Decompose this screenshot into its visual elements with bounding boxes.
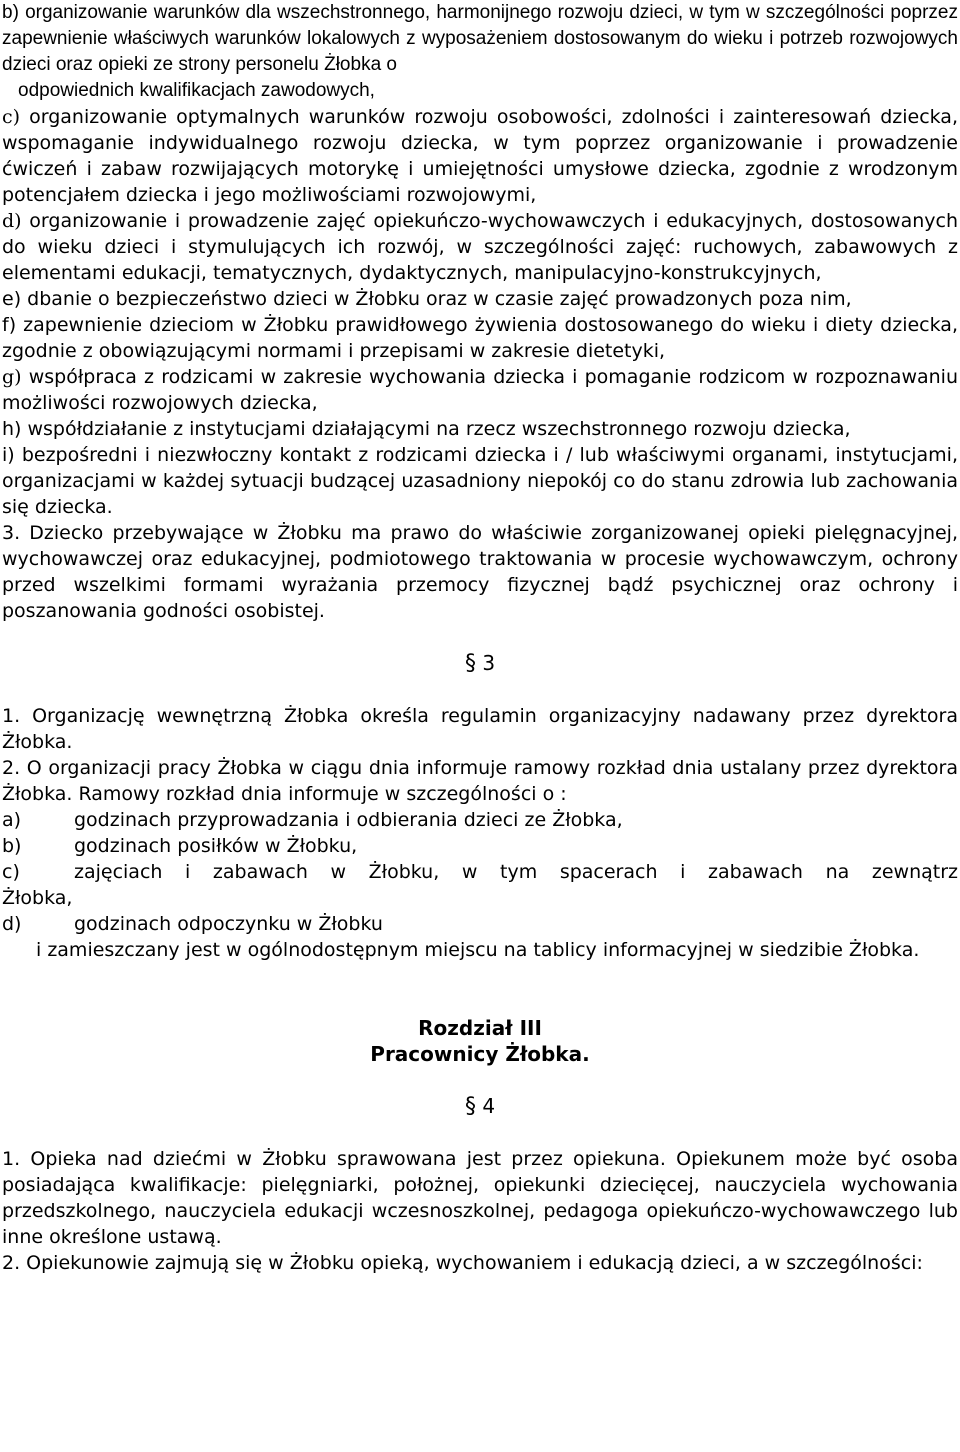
schedule-closing: i zamieszczany jest w ogólnodostępnym miejscu na tablicy informacyjnej w siedzibie Żłobka. (36, 939, 920, 961)
chapter-title: Rozdział III (418, 1016, 542, 1040)
section-number: 4 (482, 1094, 496, 1118)
item-d-text: organizowanie i prowadzenie zajęć opiekuńczo-wychowawczych i edukacyjnych, dostosowanych do wieku dzieci i stymulujących ich rozwój, w szczególności zajęć: ruchowych, zabawowych z elementami edukacji, tematycznych, dydaktycznych, manipulacyjno-konstrukcyjnych, (2, 210, 958, 284)
list-text: godzinach przyprowadzania i odbierania dzieci ze Żłobka, (74, 809, 623, 831)
list-text: zajęciach i zabawach w Żłobku, w tym spacerach i zabawach na zewnątrz (74, 861, 958, 883)
item-d (2, 208, 958, 286)
staff-paragraph-2: 2. Opiekunowie zajmują się w Żłobku opieką, wychowaniem i edukacją dzieci, a w szczególności: (2, 1252, 923, 1274)
item-g (2, 364, 958, 416)
list-item-d (2, 911, 958, 937)
list-label: d) (2, 913, 22, 935)
staff-paragraph-1: 1. Opieka nad dziećmi w Żłobku sprawowana jest przez opiekuna. Opiekunem może być osoba posiadająca kwalifikacje: pielęgniarki, położnej, opiekunki dziecięcej, nauczyciela wychowania przedszkolnego, nauczyciela edukacji wczesnoszkolnej, pedagoga opiekuńczo-wychowawczego lub inne określone ustawą. (2, 1148, 958, 1248)
section-heading-4 (2, 1093, 958, 1120)
list-text: godzinach posiłków w Żłobku, (74, 835, 358, 857)
section-heading-3 (2, 650, 958, 677)
paragraph-3: 3. Dziecko przebywające w Żłobku ma prawo do właściwie zorganizowanej opieki pielęgnacyjnej, wychowawczej oraz edukacyjnej, podmiotowego traktowania w procesie wychowawczym, ochrony przed wszelkimi formami wyrażania przemocy fizycznej bądź psychicznej oraz ochrony i poszanowania godności osobistej. (2, 522, 958, 622)
section-mark: § (464, 651, 476, 676)
list-item-c (2, 859, 958, 885)
list-label: b) (2, 835, 22, 857)
item-i: i) bezpośredni i niezwłoczny kontakt z rodzicami dziecka i / lub właściwymi organami, instytucjami, organizacjami w każdej sytuacji budzącej uzasadniony niepokój co do stanu zdrowia lub zachowania się dziecka. (2, 444, 958, 518)
chapter-subtitle: Pracownicy Żłobka. (370, 1042, 590, 1066)
item-e: e) dbanie o bezpieczeństwo dzieci w Żłobku oraz w czasie zajęć prowadzonych poza nim, (2, 288, 852, 310)
list-text: godzinach odpoczynku w Żłobku (74, 913, 383, 935)
list-label: a) (2, 809, 22, 831)
item-b-continuation: odpowiednich kwalifikacjach zawodowych, (18, 80, 375, 101)
section-number: 3 (482, 651, 496, 675)
org-paragraph-2: 2. O organizacji pracy Żłobka w ciągu dnia informuje ramowy rozkład dnia ustalany przez dyrektora Żłobka. Ramowy rozkład dnia informuje w szczególności o : (2, 757, 958, 805)
item-c-label: c) (2, 106, 21, 128)
list-item-a (2, 807, 958, 833)
list-label: c) (2, 861, 20, 883)
item-c (2, 104, 958, 208)
item-g-label: g) (2, 366, 22, 388)
org-paragraph-1: 1. Organizację wewnętrzną Żłobka określa regulamin organizacyjny nadawany przez dyrektora Żłobka. (2, 705, 958, 753)
item-b: b) organizowanie warunków dla wszechstronnego, harmonijnego rozwoju dzieci, w tym w szczególności poprzez zapewnienie właściwych warunków lokalowych z wyposażeniem dostosowanym do wieku i potrzeb rozwojowych dzieci oraz opieki ze strony personelu Żłobka o (2, 2, 958, 75)
item-h: h) współdziałanie z instytucjami działającymi na rzecz wszechstronnego rozwoju dziecka, (2, 418, 851, 440)
list-item-b (2, 833, 958, 859)
item-d-label: d) (2, 210, 22, 232)
item-g-text: współpraca z rodzicami w zakresie wychowania dziecka i pomaganie rodzicom w rozpoznawaniu możliwości rozwojowych dziecka, (2, 366, 958, 414)
item-c-text: organizowanie optymalnych warunków rozwoju osobowości, zdolności i zainteresowań dziecka, wspomaganie indywidualnego rozwoju dziecka, w tym poprzez organizowanie i prowadzenie ćwiczeń i zabaw rozwijających motorykę i umiejętności umysłowe dziecka, zgodnie z wrodzonym potencjałem dziecka i jego możliwościami rozwojowymi, (2, 106, 958, 206)
list-item-c-wrap: Żłobka, (2, 887, 73, 909)
section-mark: § (464, 1094, 476, 1119)
item-f: f) zapewnienie dzieciom w Żłobku prawidłowego żywienia dostosowanego do wieku i diety dziecka, zgodnie z obowiązującymi normami i przepisami w zakresie dietetyki, (2, 314, 958, 362)
